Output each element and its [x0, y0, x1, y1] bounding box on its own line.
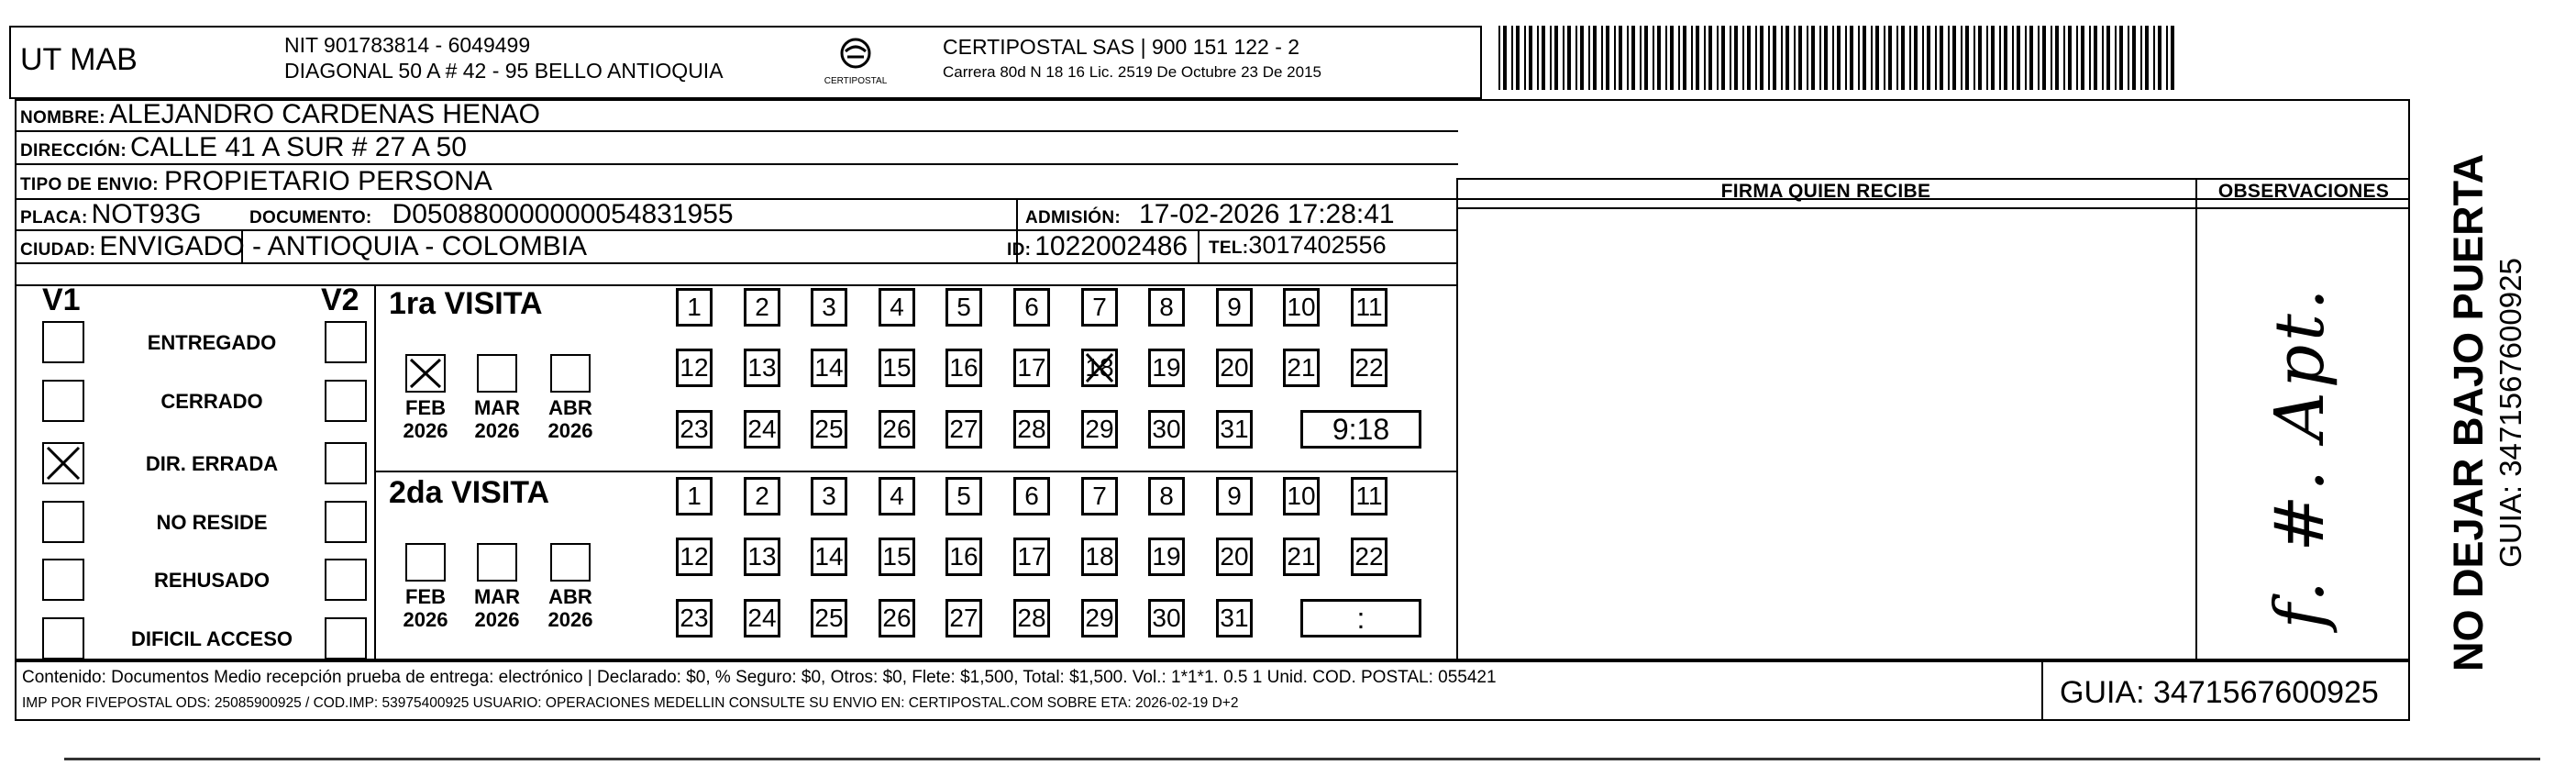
documento-value: D050880000000054831955: [392, 199, 734, 229]
sender-address: DIAGONAL 50 A # 42 - 95 BELLO ANTIOQUIA: [284, 59, 724, 83]
admision-value: 17-02-2026 17:28:41: [1139, 199, 1395, 229]
day-box[interactable]: 12: [676, 349, 713, 387]
month-label: MAR 2026: [473, 396, 521, 442]
v1-checkbox[interactable]: [42, 380, 84, 422]
status-label: CERRADO: [160, 390, 263, 413]
day-box[interactable]: 18: [1081, 538, 1118, 576]
logo-icon: [824, 35, 888, 90]
svg-text:CERTIPOSTAL: CERTIPOSTAL: [824, 76, 888, 86]
day-box[interactable]: 4: [879, 477, 915, 516]
month-label: ABR 2026: [547, 396, 593, 442]
day-box[interactable]: 14: [811, 349, 847, 387]
side-no-dejar: NO DEJAR BAJO PUERTA: [2445, 153, 2492, 671]
day-box[interactable]: 17: [1013, 349, 1050, 387]
v2-checkbox[interactable]: [325, 617, 367, 660]
barcode: [1498, 26, 2177, 90]
day-box[interactable]: 20: [1216, 349, 1253, 387]
sender-nit: NIT 901783814 - 6049499: [284, 33, 531, 57]
day-box[interactable]: 2: [744, 288, 780, 327]
v2-checkbox[interactable]: [325, 442, 367, 484]
day-box[interactable]: 15: [879, 349, 915, 387]
ciudad-value: ENVIGADO - ANTIOQUIA - COLOMBIA: [99, 231, 588, 261]
day-box[interactable]: 24: [744, 599, 780, 638]
day-box[interactable]: 9: [1216, 477, 1253, 516]
day-box[interactable]: 29: [1081, 599, 1118, 638]
day-box[interactable]: 19: [1148, 538, 1185, 576]
nombre-row: NOMBRE: ALEJANDRO CARDENAS HENAO: [20, 99, 540, 129]
day-box[interactable]: 23: [676, 599, 713, 638]
observacion-handwritten: f. #. Apt.: [2261, 284, 2339, 629]
day-box[interactable]: 31: [1216, 599, 1253, 638]
day-box[interactable]: 17: [1013, 538, 1050, 576]
status-label: DIFICIL ACCESO: [130, 627, 293, 650]
day-box[interactable]: 26: [879, 410, 915, 449]
status-label: ENTREGADO: [147, 331, 277, 354]
month-checkbox[interactable]: [550, 354, 591, 393]
day-box[interactable]: 27: [945, 599, 982, 638]
day-box[interactable]: 19: [1148, 349, 1185, 387]
day-box[interactable]: 20: [1216, 538, 1253, 576]
day-box[interactable]: 30: [1148, 410, 1185, 449]
day-box[interactable]: 3: [811, 288, 847, 327]
day-box[interactable]: 30: [1148, 599, 1185, 638]
day-check-mark: [1083, 350, 1116, 385]
day-box[interactable]: 18: [1081, 349, 1118, 387]
v2-checkbox[interactable]: [325, 501, 367, 543]
day-box[interactable]: 7: [1081, 477, 1118, 516]
day-box[interactable]: 8: [1148, 477, 1185, 516]
month-check-mark: [407, 356, 444, 391]
v2-checkbox[interactable]: [325, 321, 367, 363]
visit1-title: 1ra VISITA: [389, 286, 543, 321]
sender-name: UT MAB: [20, 42, 138, 77]
v1-checkbox[interactable]: [42, 501, 84, 543]
day-box[interactable]: 3: [811, 477, 847, 516]
certipostal-logo: [824, 35, 888, 90]
v1-checkbox[interactable]: [42, 559, 84, 601]
company-address: Carrera 80d N 18 16 Lic. 2519 De Octubre 23 De 2015: [943, 63, 1321, 81]
visit2-title: 2da VISITA: [389, 475, 550, 510]
direccion-row: DIRECCIÓN: CALLE 41 A SUR # 27 A 50: [20, 132, 467, 162]
day-box[interactable]: 9: [1216, 288, 1253, 327]
day-box[interactable]: 25: [811, 410, 847, 449]
id-value: 1022002486: [1034, 231, 1188, 261]
day-box[interactable]: 21: [1283, 538, 1320, 576]
placa-row: PLACA: NOT93G: [20, 199, 202, 229]
barcode-icon: [1498, 26, 2177, 90]
footer-guia: GUIA: 3471567600925: [2060, 675, 2379, 710]
month-checkbox[interactable]: [405, 543, 446, 582]
day-box[interactable]: 10: [1283, 288, 1320, 327]
v1-checkbox[interactable]: [42, 617, 84, 660]
day-box[interactable]: 15: [879, 538, 915, 576]
day-box[interactable]: 13: [744, 538, 780, 576]
day-box[interactable]: 31: [1216, 410, 1253, 449]
day-box[interactable]: 23: [676, 410, 713, 449]
v1-header: V1: [42, 283, 81, 317]
day-box[interactable]: 25: [811, 599, 847, 638]
day-box[interactable]: 5: [945, 288, 982, 327]
month-checkbox[interactable]: [550, 543, 591, 582]
day-box[interactable]: 6: [1013, 477, 1050, 516]
observaciones-header: OBSERVACIONES: [2217, 181, 2390, 202]
month-label: MAR 2026: [473, 585, 521, 631]
tipo-value: PROPIETARIO PERSONA: [163, 166, 492, 196]
status-label: NO RESIDE: [156, 511, 268, 534]
day-box[interactable]: 27: [945, 410, 982, 449]
day-box[interactable]: 12: [676, 538, 713, 576]
day-box[interactable]: 5: [945, 477, 982, 516]
day-box[interactable]: 21: [1283, 349, 1320, 387]
day-box[interactable]: 1: [676, 288, 713, 327]
v2-checkbox[interactable]: [325, 559, 367, 601]
day-box[interactable]: 22: [1351, 349, 1388, 387]
day-box[interactable]: 1: [676, 477, 713, 516]
time-box[interactable]: 9:18: [1300, 410, 1421, 449]
day-box[interactable]: 16: [945, 538, 982, 576]
day-box[interactable]: 8: [1148, 288, 1185, 327]
month-checkbox[interactable]: [477, 543, 517, 582]
firma-header: FIRMA QUIEN RECIBE: [1720, 181, 1931, 202]
footer-line2: IMP POR FIVEPOSTAL ODS: 25085900925 / COD.IMP: 53975400925 USUARIO: OPERACIONES MEDELLIN CONSULTE SU ENVIO EN: CERTIPOSTAL.COM SOBRE ETA: 2026-02-19 D+2: [22, 695, 1239, 711]
placa-value: NOT93G: [91, 199, 202, 229]
month-label: ABR 2026: [547, 585, 593, 631]
day-box[interactable]: 4: [879, 288, 915, 327]
v2-header: V2: [321, 283, 359, 317]
month-label: FEB 2026: [403, 396, 448, 442]
admision-row: ADMISIÓN: 17-02-2026 17:28:41: [1025, 199, 1395, 229]
day-box[interactable]: 24: [744, 410, 780, 449]
id-row: ID: 1022002486: [1007, 231, 1188, 261]
day-box[interactable]: 2: [744, 477, 780, 516]
tel-value: 3017402556: [1248, 231, 1387, 259]
month-checkbox[interactable]: [477, 354, 517, 393]
day-box[interactable]: 16: [945, 349, 982, 387]
documento-row: DOCUMENTO: D050880000000054831955: [249, 199, 734, 229]
day-box[interactable]: 13: [744, 349, 780, 387]
day-box[interactable]: 28: [1013, 599, 1050, 638]
month-label: FEB 2026: [403, 585, 448, 631]
day-box[interactable]: 29: [1081, 410, 1118, 449]
footer-line1: Contenido: Documentos Medio recepción prueba de entrega: electrónico | Declarado: $0, % Seguro: $0, Otros: $0, Flete: $1,500, Total: $1,500. Vol.: 1*1*1. 0.5 1 Unid. COD. POSTAL: 055421: [22, 668, 1497, 687]
v1-check-mark: [44, 444, 83, 482]
company-name: CERTIPOSTAL SAS | 900 151 122 - 2: [943, 35, 1300, 59]
day-box[interactable]: 22: [1351, 538, 1388, 576]
day-box[interactable]: 11: [1351, 288, 1388, 327]
tipo-row: TIPO DE ENVIO: PROPIETARIO PERSONA: [20, 166, 492, 196]
day-box[interactable]: 26: [879, 599, 915, 638]
v2-checkbox[interactable]: [325, 380, 367, 422]
cut-line: [64, 758, 2540, 760]
status-label: DIR. ERRADA: [145, 452, 279, 475]
v1-checkbox[interactable]: [42, 321, 84, 363]
day-box[interactable]: 10: [1283, 477, 1320, 516]
day-box[interactable]: 11: [1351, 477, 1388, 516]
nombre-value: ALEJANDRO CARDENAS HENAO: [108, 99, 540, 129]
direccion-value: CALLE 41 A SUR # 27 A 50: [129, 132, 467, 162]
status-label: REHUSADO: [154, 569, 270, 592]
day-box[interactable]: 7: [1081, 288, 1118, 327]
day-box[interactable]: 14: [811, 538, 847, 576]
day-box[interactable]: 28: [1013, 410, 1050, 449]
day-box[interactable]: 6: [1013, 288, 1050, 327]
side-guia: GUIA: 3471567600925: [2493, 258, 2527, 568]
tel-row: TEL: 3017402556: [1209, 231, 1387, 259]
ciudad-row: CIUDAD: ENVIGADO - ANTIOQUIA - COLOMBIA: [20, 231, 588, 261]
time-box[interactable]: :: [1300, 599, 1421, 638]
